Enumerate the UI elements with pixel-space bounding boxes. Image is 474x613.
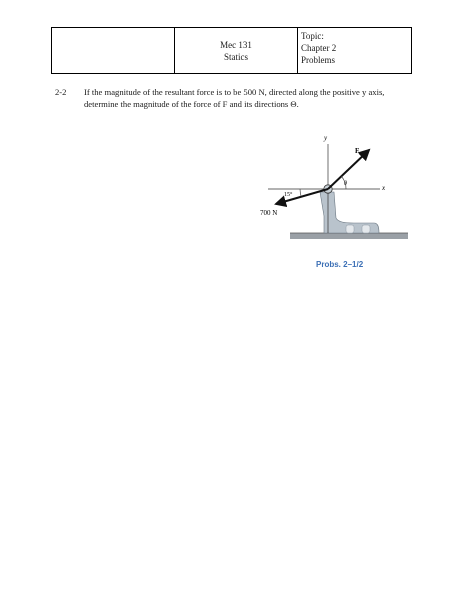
f-label: F	[355, 147, 360, 155]
problem-line-1: If the magnitude of the resultant force is to be 500 N, directed along the positive y axis,	[84, 87, 385, 97]
topic-label: Topic:	[301, 31, 324, 41]
course-name: Statics	[224, 51, 248, 62]
bracket-slot-2	[362, 225, 370, 233]
theta-label: θ	[344, 181, 347, 187]
section-label: Problems	[301, 55, 336, 65]
header-cell-topic	[298, 28, 412, 74]
y-label: y	[324, 134, 328, 142]
force-diagram	[258, 130, 408, 278]
angle-15-arc	[300, 189, 301, 196]
force-700-label: 700 N	[260, 209, 278, 217]
problem-text	[84, 86, 384, 110]
x-label: x	[382, 184, 386, 192]
problem-number: 2-2	[55, 87, 67, 97]
course-code: Mec 131	[220, 39, 252, 50]
angle-15-label: 15°	[284, 192, 293, 198]
header-table	[51, 27, 412, 74]
figure-caption: Probs. 2–1/2	[316, 260, 364, 269]
ground	[290, 233, 408, 239]
header-cell-blank	[52, 28, 175, 74]
problem-line-2: determine the magnitude of the force of F and its directions Θ.	[84, 99, 299, 109]
header-cell-course	[175, 28, 298, 74]
bracket-slot-1	[346, 225, 354, 233]
force-f-arrow	[328, 150, 369, 189]
chapter-label: Chapter 2	[301, 43, 337, 53]
